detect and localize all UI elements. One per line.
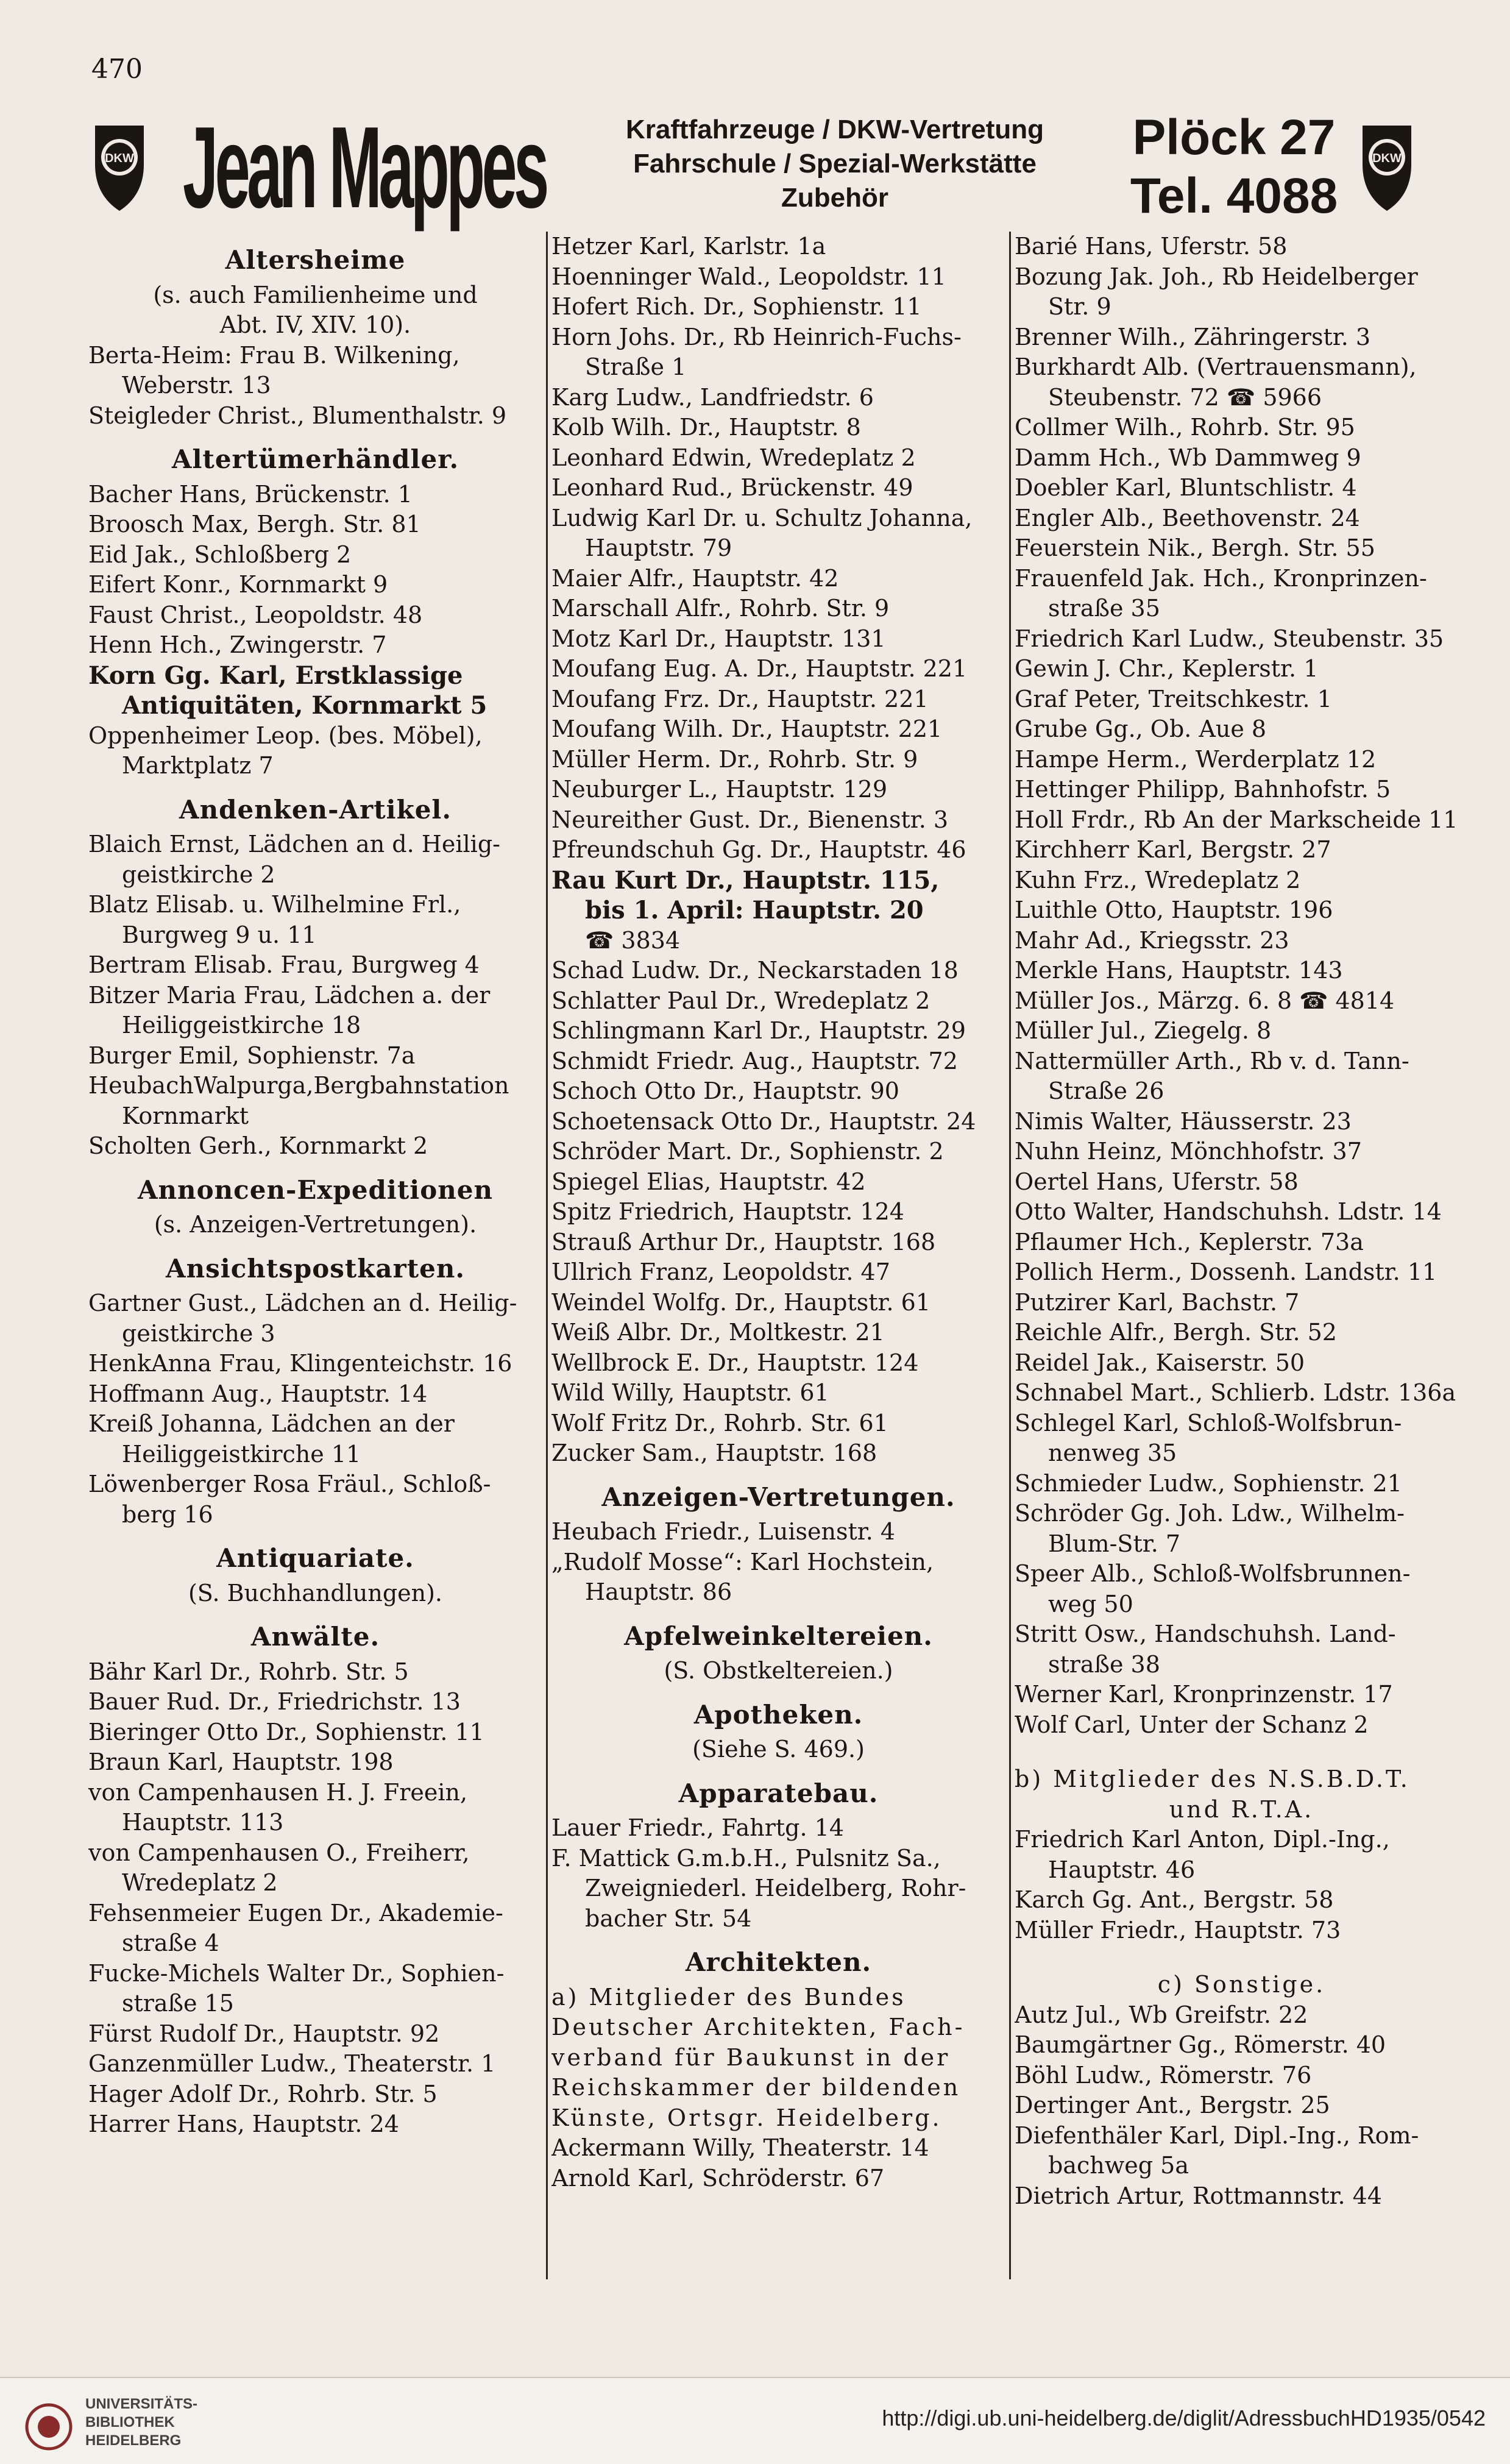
subsection-heading: c) Sonstige. bbox=[1157, 1971, 1326, 1998]
directory-entry: Eid Jak., Schloßberg 2 bbox=[88, 541, 352, 568]
entry-continuation: Weberstr. 13 bbox=[122, 372, 271, 399]
section-heading: Altersheime bbox=[225, 245, 406, 275]
section-note: (s. auch Familienheime und bbox=[153, 281, 478, 308]
subsection-heading: b) Mitglieder des N.S.B.D.T. bbox=[1015, 1766, 1410, 1792]
directory-entry: Neuburger L., Hauptstr. 129 bbox=[551, 776, 888, 803]
entry-continuation: weg 50 bbox=[1048, 1590, 1133, 1617]
directory-entry: Gartner Gust., Lädchen an d. Heilig- bbox=[88, 1290, 517, 1316]
entry-continuation: nenweg 35 bbox=[1048, 1440, 1177, 1466]
directory-entry: Weindel Wolfg. Dr., Hauptstr. 61 bbox=[551, 1288, 931, 1316]
spacer bbox=[1015, 1945, 1469, 1970]
directory-entry: Henn Hch., Zwingerstr. 7 bbox=[88, 631, 387, 658]
directory-entry: Reichle Alfr., Bergh. Str. 52 bbox=[1015, 1319, 1337, 1346]
directory-entry: Frauenfeld Jak. Hch., Kronprinzen- bbox=[1015, 564, 1427, 592]
directory-entry: Merkle Hans, Hauptstr. 143 bbox=[1015, 957, 1343, 984]
directory-entry: Hoffmann Aug., Hauptstr. 14 bbox=[88, 1380, 428, 1407]
directory-entry: Schröder Mart. Dr., Sophienstr. 2 bbox=[551, 1138, 944, 1165]
entry-continuation: Str. 9 bbox=[1048, 293, 1111, 320]
directory-entry: Ludwig Karl Dr. u. Schultz Johanna, bbox=[551, 504, 973, 531]
entry-continuation: Hauptstr. 86 bbox=[585, 1578, 732, 1605]
directory-entry: Fucke-Michels Walter Dr., Sophien- bbox=[88, 1959, 505, 1987]
directory-entry: Lauer Friedr., Fahrtg. 14 bbox=[551, 1814, 845, 1841]
directory-entry: Damm Hch., Wb Dammweg 9 bbox=[1015, 444, 1361, 471]
directory-entry: Marschall Alfr., Rohrb. Str. 9 bbox=[551, 595, 890, 622]
directory-entry: Stritt Osw., Handschuhsh. Land- bbox=[1015, 1621, 1396, 1647]
directory-entry: Weiß Albr. Dr., Moltkestr. 21 bbox=[551, 1319, 885, 1346]
dkw-logo-icon bbox=[1359, 122, 1415, 213]
directory-entry: Kuhn Frz., Wredeplatz 2 bbox=[1015, 866, 1301, 893]
entry-continuation: Wredeplatz 2 bbox=[122, 1869, 278, 1896]
directory-entry: Braun Karl, Hauptstr. 198 bbox=[88, 1749, 394, 1775]
directory-entry: Schoetensack Otto Dr., Hauptstr. 24 bbox=[551, 1107, 976, 1135]
dkw-logo-icon bbox=[91, 122, 147, 213]
entry-continuation: Steubenstr. 72 ☎ 5966 bbox=[1048, 383, 1322, 411]
entry-continuation: berg 16 bbox=[122, 1500, 213, 1528]
entry-continuation-bold: bis 1. April: Hauptstr. 20 bbox=[585, 896, 924, 925]
directory-entry: Baumgärtner Gg., Römerstr. 40 bbox=[1015, 2031, 1386, 2058]
directory-entry: Schlingmann Karl Dr., Hauptstr. 29 bbox=[551, 1017, 966, 1044]
directory-entry: Pflaumer Hch., Keplerstr. 73a bbox=[1015, 1228, 1364, 1255]
directory-entry: Schoch Otto Dr., Hauptstr. 90 bbox=[551, 1078, 899, 1104]
directory-entry: Gewin J. Chr., Keplerstr. 1 bbox=[1015, 655, 1319, 682]
section-heading: Annoncen-Expeditionen bbox=[137, 1174, 494, 1205]
section-note: (Siehe S. 469.) bbox=[692, 1736, 865, 1763]
section-heading: Antiquariate. bbox=[216, 1543, 414, 1573]
advert-firm-name: Jean Mappes bbox=[183, 103, 546, 232]
library-name-line: HEIDELBERG bbox=[85, 2432, 182, 2449]
directory-entry: Luithle Otto, Hauptstr. 196 bbox=[1015, 896, 1333, 923]
directory-entry: Horn Johs. Dr., Rb Heinrich-Fuchs- bbox=[551, 323, 962, 350]
directory-entry: Wolf Fritz Dr., Rohrb. Str. 61 bbox=[551, 1409, 888, 1436]
directory-entry: Burger Emil, Sophienstr. 7a bbox=[88, 1042, 416, 1069]
directory-entry: Brenner Wilh., Zähringerstr. 3 bbox=[1015, 323, 1371, 350]
directory-entry: Nattermüller Arth., Rb v. d. Tann- bbox=[1015, 1047, 1409, 1074]
directory-entry: Schlatter Paul Dr., Wredeplatz 2 bbox=[551, 987, 930, 1014]
directory-entry: HeubachWalpurga,Bergbahnstation bbox=[88, 1072, 509, 1099]
entry-continuation: Kornmarkt bbox=[122, 1102, 249, 1129]
entry-continuation: ☎ 3834 bbox=[585, 926, 681, 954]
directory-entry: Engler Alb., Beethovenstr. 24 bbox=[1015, 504, 1360, 531]
directory-entry: Schad Ludw. Dr., Neckarstaden 18 bbox=[551, 957, 959, 984]
directory-entry: Berta-Heim: Frau B. Wilkening, bbox=[88, 341, 460, 369]
library-name-line: BIBLIOTHEK bbox=[85, 2414, 175, 2430]
directory-entry: Speer Alb., Schloß-Wolfsbrunnen- bbox=[1015, 1560, 1411, 1587]
directory-entry: Burkhardt Alb. (Vertrauensmann), bbox=[1015, 353, 1417, 380]
directory-entry: Leonhard Rud., Brückenstr. 49 bbox=[551, 474, 913, 501]
directory-column-2 bbox=[551, 232, 1005, 2279]
directory-entry: „Rudolf Mosse“: Karl Hochstein, bbox=[551, 1548, 934, 1575]
section-note: Abt. IV, XIV. 10). bbox=[219, 311, 411, 338]
directory-entry: Autz Jul., Wb Greifstr. 22 bbox=[1015, 2001, 1308, 2028]
directory-entry: Müller Jos., Märzg. 6. 8 ☎ 4814 bbox=[1015, 987, 1395, 1014]
directory-entry: Spitz Friedrich, Hauptstr. 124 bbox=[551, 1198, 904, 1225]
directory-entry: Wolf Carl, Unter der Schanz 2 bbox=[1015, 1711, 1369, 1738]
directory-entry: Dertinger Ant., Bergstr. 25 bbox=[1015, 2092, 1330, 2118]
directory-entry: Hofert Rich. Dr., Sophienstr. 11 bbox=[551, 293, 922, 320]
svg-text:DKW: DKW bbox=[105, 152, 134, 165]
section-heading: Altertümerhändler. bbox=[171, 444, 459, 474]
directory-entry: Grube Gg., Ob. Aue 8 bbox=[1015, 715, 1267, 742]
directory-entry: Pfreundschuh Gg. Dr., Hauptstr. 46 bbox=[551, 836, 966, 863]
directory-entry: Collmer Wilh., Rohrb. Str. 95 bbox=[1015, 414, 1355, 441]
directory-entry: Böhl Ludw., Römerstr. 76 bbox=[1015, 2061, 1312, 2089]
directory-entry-bold: Rau Kurt Dr., Hauptstr. 115, bbox=[551, 865, 940, 895]
directory-entry: Bacher Hans, Brückenstr. 1 bbox=[88, 480, 413, 508]
directory-entry: Oppenheimer Leop. (bes. Möbel), bbox=[88, 722, 483, 749]
directory-entry: Wellbrock E. Dr., Hauptstr. 124 bbox=[551, 1349, 919, 1376]
directory-entry: Reidel Jak., Kaiserstr. 50 bbox=[1015, 1349, 1305, 1376]
entry-continuation: bachweg 5a bbox=[1048, 2152, 1189, 2179]
entry-continuation: Blum-Str. 7 bbox=[1048, 1530, 1181, 1557]
tagline-line: Zubehör bbox=[781, 183, 888, 213]
directory-entry: Hoenninger Wald., Leopoldstr. 11 bbox=[551, 263, 946, 290]
directory-entry: Faust Christ., Leopoldstr. 48 bbox=[88, 601, 423, 628]
directory-entry: Strauß Arthur Dr., Hauptstr. 168 bbox=[551, 1228, 936, 1255]
directory-entry: Schlegel Karl, Schloß-Wolfsbrun- bbox=[1015, 1409, 1402, 1436]
directory-entry: Kreiß Johanna, Lädchen an der bbox=[88, 1410, 455, 1437]
tagline-line: Kraftfahrzeuge / DKW-Vertretung bbox=[625, 115, 1044, 144]
directory-entry: Hampe Herm., Werderplatz 12 bbox=[1015, 745, 1377, 773]
directory-entry: Spiegel Elias, Hauptstr. 42 bbox=[551, 1168, 866, 1195]
directory-entry: Hager Adolf Dr., Rohrb. Str. 5 bbox=[88, 2080, 438, 2107]
directory-entry: Karch Gg. Ant., Bergstr. 58 bbox=[1015, 1886, 1334, 1913]
directory-entry: Eifert Konr., Kornmarkt 9 bbox=[88, 571, 388, 598]
directory-entry: Graf Peter, Treitschkestr. 1 bbox=[1015, 685, 1332, 712]
subsection-heading: Deutscher Architekten, Fach- bbox=[551, 2014, 965, 2040]
directory-entry: Oertel Hans, Uferstr. 58 bbox=[1015, 1168, 1299, 1195]
column-divider bbox=[546, 232, 548, 2279]
entry-continuation: bacher Str. 54 bbox=[585, 1905, 752, 1932]
advert-contact bbox=[1106, 108, 1362, 225]
directory-entry: Schröder Gg. Joh. Ldw., Wilhelm- bbox=[1015, 1500, 1405, 1527]
directory-entry: Bauer Rud. Dr., Friedrichstr. 13 bbox=[88, 1688, 461, 1715]
directory-entry: Blatz Elisab. u. Wilhelmine Frl., bbox=[88, 891, 461, 918]
directory-entry: Ackermann Willy, Theaterstr. 14 bbox=[551, 2134, 929, 2161]
directory-entry: Moufang Wilh. Dr., Hauptstr. 221 bbox=[551, 715, 943, 742]
directory-entry: Broosch Max, Bergh. Str. 81 bbox=[88, 511, 421, 538]
directory-entry: Schmidt Friedr. Aug., Hauptstr. 72 bbox=[551, 1047, 958, 1074]
directory-entry: Müller Herm. Dr., Rohrb. Str. 9 bbox=[551, 745, 918, 773]
directory-entry: Bitzer Maria Frau, Lädchen a. der bbox=[88, 981, 491, 1009]
entry-continuation: straße 38 bbox=[1048, 1650, 1160, 1678]
entry-continuation: Burgweg 9 u. 11 bbox=[122, 921, 317, 948]
source-url-link[interactable]: http://digi.ub.uni-heidelberg.de/diglit/AdressbuchHD1935/0542 bbox=[882, 2405, 1486, 2430]
entry-continuation: Heiliggeistkirche 18 bbox=[122, 1012, 361, 1039]
column-divider bbox=[1009, 232, 1011, 2279]
spacer bbox=[1015, 1740, 1469, 1764]
directory-entry: Holl Frdr., Rb An der Markscheide 11 bbox=[1015, 806, 1458, 833]
directory-entry: Diefenthäler Karl, Dipl.-Ing., Rom- bbox=[1015, 2121, 1419, 2149]
directory-entry: Barié Hans, Uferstr. 58 bbox=[1015, 233, 1288, 260]
directory-entry: HenkAnna Frau, Klingenteichstr. 16 bbox=[88, 1350, 512, 1377]
entry-continuation: geistkirche 3 bbox=[122, 1319, 275, 1347]
directory-entry: Pollich Herm., Dossenh. Landstr. 11 bbox=[1015, 1259, 1437, 1285]
directory-entry: Neureither Gust. Dr., Bienenstr. 3 bbox=[551, 806, 949, 833]
section-heading: Apfelweinkeltereien. bbox=[624, 1621, 933, 1651]
directory-entry: Blaich Ernst, Lädchen an d. Heilig- bbox=[88, 831, 500, 857]
directory-entry: Müller Friedr., Hauptstr. 73 bbox=[1015, 1916, 1341, 1944]
directory-entry: Werner Karl, Kronprinzenstr. 17 bbox=[1015, 1681, 1393, 1708]
entry-continuation: Hauptstr. 46 bbox=[1048, 1856, 1196, 1883]
library-name bbox=[85, 2395, 197, 2450]
directory-entry: Schmieder Ludw., Sophienstr. 21 bbox=[1015, 1469, 1402, 1497]
advert-tagline bbox=[585, 113, 1085, 215]
entry-continuation: geistkirche 2 bbox=[122, 861, 275, 888]
directory-entry: Mahr Ad., Kriegsstr. 23 bbox=[1015, 926, 1289, 954]
directory-entry: Feuerstein Nik., Bergh. Str. 55 bbox=[1015, 534, 1375, 561]
directory-column-1 bbox=[88, 232, 542, 2279]
section-heading: Apparatebau. bbox=[678, 1778, 879, 1808]
directory-entry: Moufang Frz. Dr., Hauptstr. 221 bbox=[551, 685, 929, 712]
directory-entry: Müller Jul., Ziegelg. 8 bbox=[1015, 1017, 1272, 1044]
section-heading: Architekten. bbox=[685, 1947, 872, 1977]
directory-entry: Kolb Wilh. Dr., Hauptstr. 8 bbox=[551, 414, 861, 441]
directory-entry: Hetzer Karl, Karlstr. 1a bbox=[551, 233, 826, 260]
tagline-line: Fahrschule / Spezial-Werkstätte bbox=[633, 149, 1037, 179]
section-heading: Andenken-Artikel. bbox=[179, 794, 452, 825]
directory-entry: Motz Karl Dr., Hauptstr. 131 bbox=[551, 625, 886, 652]
subsection-heading: und R.T.A. bbox=[1169, 1795, 1314, 1823]
directory-entry: Heubach Friedr., Luisenstr. 4 bbox=[551, 1518, 896, 1545]
subsection-heading: Künste, Ortsgr. Heidelberg. bbox=[551, 2104, 942, 2131]
directory-entry: Fürst Rudolf Dr., Hauptstr. 92 bbox=[88, 2020, 440, 2047]
subsection-heading: Reichskammer der bildenden bbox=[551, 2074, 961, 2101]
section-note: (S. Buchhandlungen). bbox=[188, 1579, 443, 1607]
directory-entry: Harrer Hans, Hauptstr. 24 bbox=[88, 2111, 399, 2137]
section-heading: Anzeigen-Vertretungen. bbox=[601, 1482, 955, 1512]
subsection-heading: a) Mitglieder des Bundes bbox=[551, 1983, 906, 2011]
entry-continuation: straße 15 bbox=[122, 1990, 234, 2017]
directory-entry: Maier Alfr., Hauptstr. 42 bbox=[551, 564, 839, 592]
directory-entry: Putzirer Karl, Bachstr. 7 bbox=[1015, 1288, 1300, 1316]
directory-entry: von Campenhausen O., Freiherr, bbox=[88, 1839, 470, 1866]
directory-entry: von Campenhausen H. J. Freein, bbox=[88, 1778, 468, 1806]
directory-entry: Bähr Karl Dr., Rohrb. Str. 5 bbox=[88, 1658, 409, 1685]
page-number: 470 bbox=[91, 54, 143, 85]
directory-entry: Leonhard Edwin, Wredeplatz 2 bbox=[551, 444, 916, 471]
entry-continuation: Heiliggeistkirche 11 bbox=[122, 1440, 361, 1468]
directory-entry: Hettinger Philipp, Bahnhofstr. 5 bbox=[1015, 776, 1391, 803]
entry-continuation-bold: Antiquitäten, Kornmarkt 5 bbox=[122, 691, 487, 720]
directory-entry: Nuhn Heinz, Mönchhofstr. 37 bbox=[1015, 1138, 1362, 1165]
directory-entry: Nimis Walter, Häusserstr. 23 bbox=[1015, 1107, 1352, 1135]
directory-entry: Bertram Elisab. Frau, Burgweg 4 bbox=[88, 951, 480, 978]
advert-phone: Tel. 4088 bbox=[1130, 168, 1338, 224]
directory-column-3 bbox=[1015, 232, 1469, 2279]
directory-entry: Scholten Gerh., Kornmarkt 2 bbox=[88, 1132, 428, 1159]
directory-entry: Ganzenmüller Ludw., Theaterstr. 1 bbox=[88, 2050, 496, 2077]
entry-continuation: straße 35 bbox=[1048, 595, 1160, 622]
section-heading: Anwälte. bbox=[250, 1622, 380, 1652]
directory-entry: Doebler Karl, Bluntschlistr. 4 bbox=[1015, 474, 1357, 501]
directory-entry: Ullrich Franz, Leopoldstr. 47 bbox=[551, 1259, 890, 1285]
digitization-footer bbox=[0, 2377, 1510, 2464]
directory-entry: Kirchherr Karl, Bergstr. 27 bbox=[1015, 836, 1331, 863]
directory-entry: Friedrich Karl Ludw., Steubenstr. 35 bbox=[1015, 625, 1444, 652]
section-heading: Apotheken. bbox=[693, 1699, 863, 1730]
entry-continuation: Marktplatz 7 bbox=[122, 752, 274, 779]
directory-entry: Otto Walter, Handschuhsh. Ldstr. 14 bbox=[1015, 1198, 1442, 1225]
directory-entry: Dietrich Artur, Rottmannstr. 44 bbox=[1015, 2182, 1382, 2209]
advert-address: Plöck 27 bbox=[1132, 110, 1336, 165]
directory-entry-bold: Korn Gg. Karl, Erstklassige bbox=[88, 661, 463, 690]
subsection-heading: verband für Baukunst in der bbox=[551, 2043, 951, 2071]
entry-continuation: Straße 1 bbox=[585, 353, 687, 380]
directory-entry: Löwenberger Rosa Fräul., Schloß- bbox=[88, 1471, 491, 1497]
svg-text:DKW: DKW bbox=[1372, 152, 1402, 165]
entry-continuation: straße 4 bbox=[122, 1930, 219, 1956]
directory-entry: Bozung Jak. Joh., Rb Heidelberger bbox=[1015, 263, 1418, 290]
directory-entry: Friedrich Karl Anton, Dipl.-Ing., bbox=[1015, 1826, 1390, 1853]
entry-continuation: Hauptstr. 113 bbox=[122, 1809, 284, 1836]
section-note: (s. Anzeigen-Vertretungen). bbox=[154, 1211, 477, 1238]
library-name-line: UNIVERSITÄTS- bbox=[85, 2396, 198, 2412]
directory-entry: Schnabel Mart., Schlierb. Ldstr. 136a bbox=[1015, 1379, 1456, 1406]
directory-entry: Bieringer Otto Dr., Sophienstr. 11 bbox=[88, 1718, 484, 1745]
entry-continuation: Zweigniederl. Heidelberg, Rohr- bbox=[585, 1875, 966, 1901]
entry-continuation: Hauptstr. 79 bbox=[585, 534, 732, 561]
library-seal-icon bbox=[24, 2402, 73, 2451]
directory-entry: Moufang Eug. A. Dr., Hauptstr. 221 bbox=[551, 655, 968, 682]
directory-entry: Wild Willy, Hauptstr. 61 bbox=[551, 1379, 829, 1406]
directory-entry: Zucker Sam., Hauptstr. 168 bbox=[551, 1440, 877, 1466]
section-heading: Ansichtspostkarten. bbox=[165, 1253, 466, 1283]
entry-continuation: Straße 26 bbox=[1048, 1078, 1164, 1104]
directory-entry: Fehsenmeier Eugen Dr., Akademie- bbox=[88, 1899, 503, 1926]
directory-entry: Karg Ludw., Landfriedstr. 6 bbox=[551, 383, 874, 411]
directory-entry: Steigleder Christ., Blumenthalstr. 9 bbox=[88, 402, 507, 429]
directory-entry: Arnold Karl, Schröderstr. 67 bbox=[551, 2164, 885, 2192]
directory-entry: F. Mattick G.m.b.H., Pulsnitz Sa., bbox=[551, 1844, 941, 1872]
section-note: (S. Obstkeltereien.) bbox=[664, 1657, 893, 1684]
